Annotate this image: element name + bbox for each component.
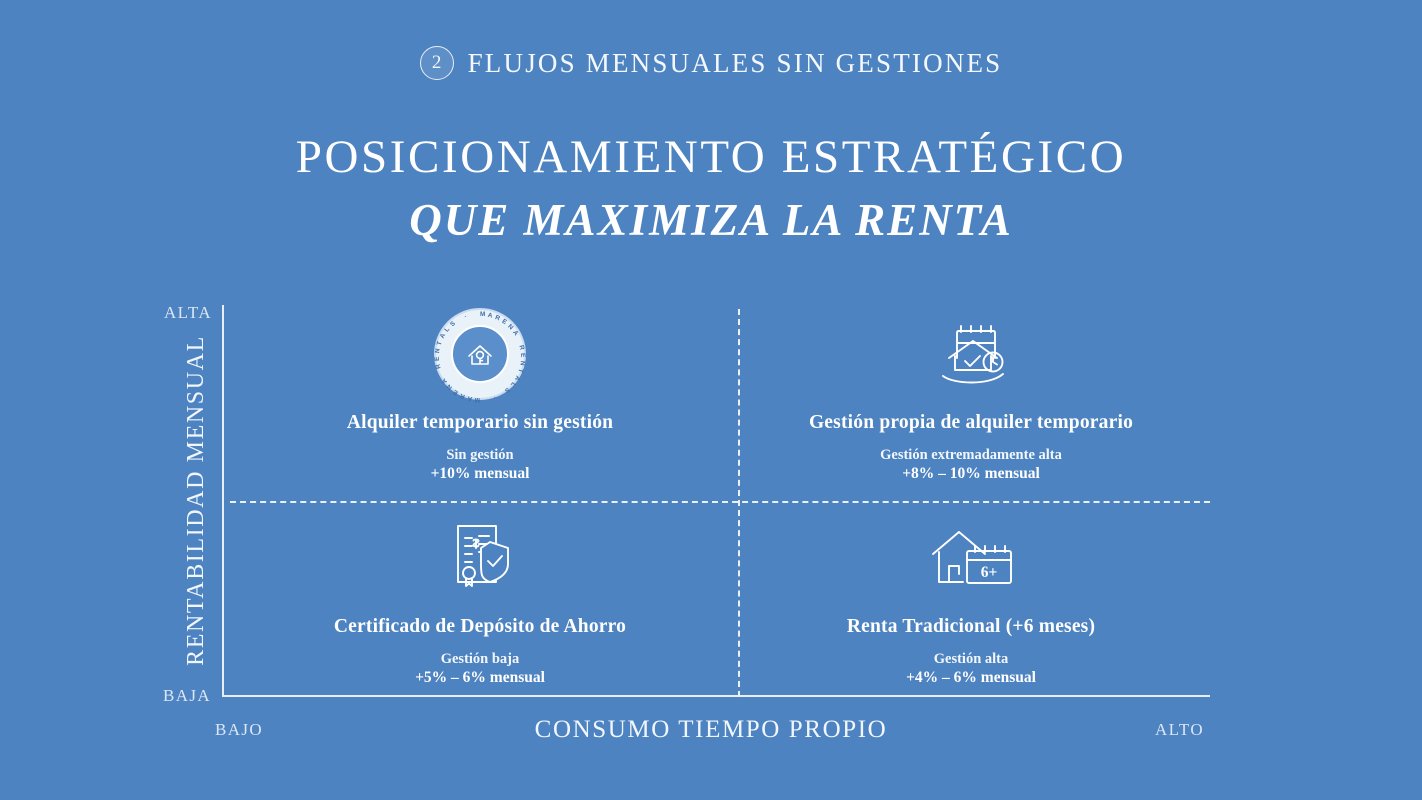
quadrant-yield: +8% – 10% mensual [902,465,1040,483]
y-axis-line [222,305,224,697]
quadrant-top-right [726,306,1216,484]
eyebrow-text: FLUJOS MENSUALES SIN GESTIONES [467,47,1003,78]
x-axis-label: CONSUMO TIEMPO PROPIO [534,716,888,743]
quadrant-yield: +10% mensual [430,465,530,483]
y-axis-label-text: RENTABILIDAD MENSUAL [182,334,209,666]
quadrant-bottom-right [726,510,1216,688]
marena-rentals-badge-logo-icon [434,306,526,402]
eyebrow [0,46,1422,80]
y-axis-tick-low: BAJA [163,686,212,705]
quadrant-title: Certificado de Depósito de Ahorro [333,616,627,637]
y-axis-label [178,330,214,670]
quadrant-management: Gestión extremadamente alta [880,447,1062,463]
quadrant-management: Gestión baja [440,651,520,667]
horizontal-divider [230,501,1210,503]
quadrant-title: Alquiler temporario sin gestión [346,412,614,433]
quadrant-management: Gestión alta [933,651,1009,667]
house-calendar-six-plus-icon [919,510,1023,606]
x-axis-tick-high: ALTO [1155,720,1205,739]
section-number-badge: 2 [420,46,454,80]
y-axis-tick-high: ALTA [164,303,213,322]
x-axis-line [222,695,1210,697]
quadrant-title: Renta Tradicional (+6 meses) [846,616,1096,637]
page-title [0,130,1422,248]
title-line-1: POSICIONAMIENTO ESTRATÉGICO [295,131,1127,183]
icon-badge-text: 6+ [980,564,998,581]
calendar-house-clock-hand-icon [923,306,1019,402]
badge-ring-text: M A R E N A R E N T A L S · M A R E N A R E N T A L S · [433,311,527,403]
title-line-2: QUE MAXIMIZA LA RENTA [409,195,1013,246]
x-axis-tick-low: BAJO [215,720,264,739]
quadrant-yield: +5% – 6% mensual [415,669,545,687]
certificate-shield-dollar-icon [432,510,528,606]
quadrant-bottom-left [235,510,725,688]
quadrant-title: Gestión propia de alquiler temporario [808,412,1134,433]
quadrant-top-left [235,306,725,484]
quadrant-management: Sin gestión [446,447,514,463]
quadrant-yield: +4% – 6% mensual [906,669,1036,687]
